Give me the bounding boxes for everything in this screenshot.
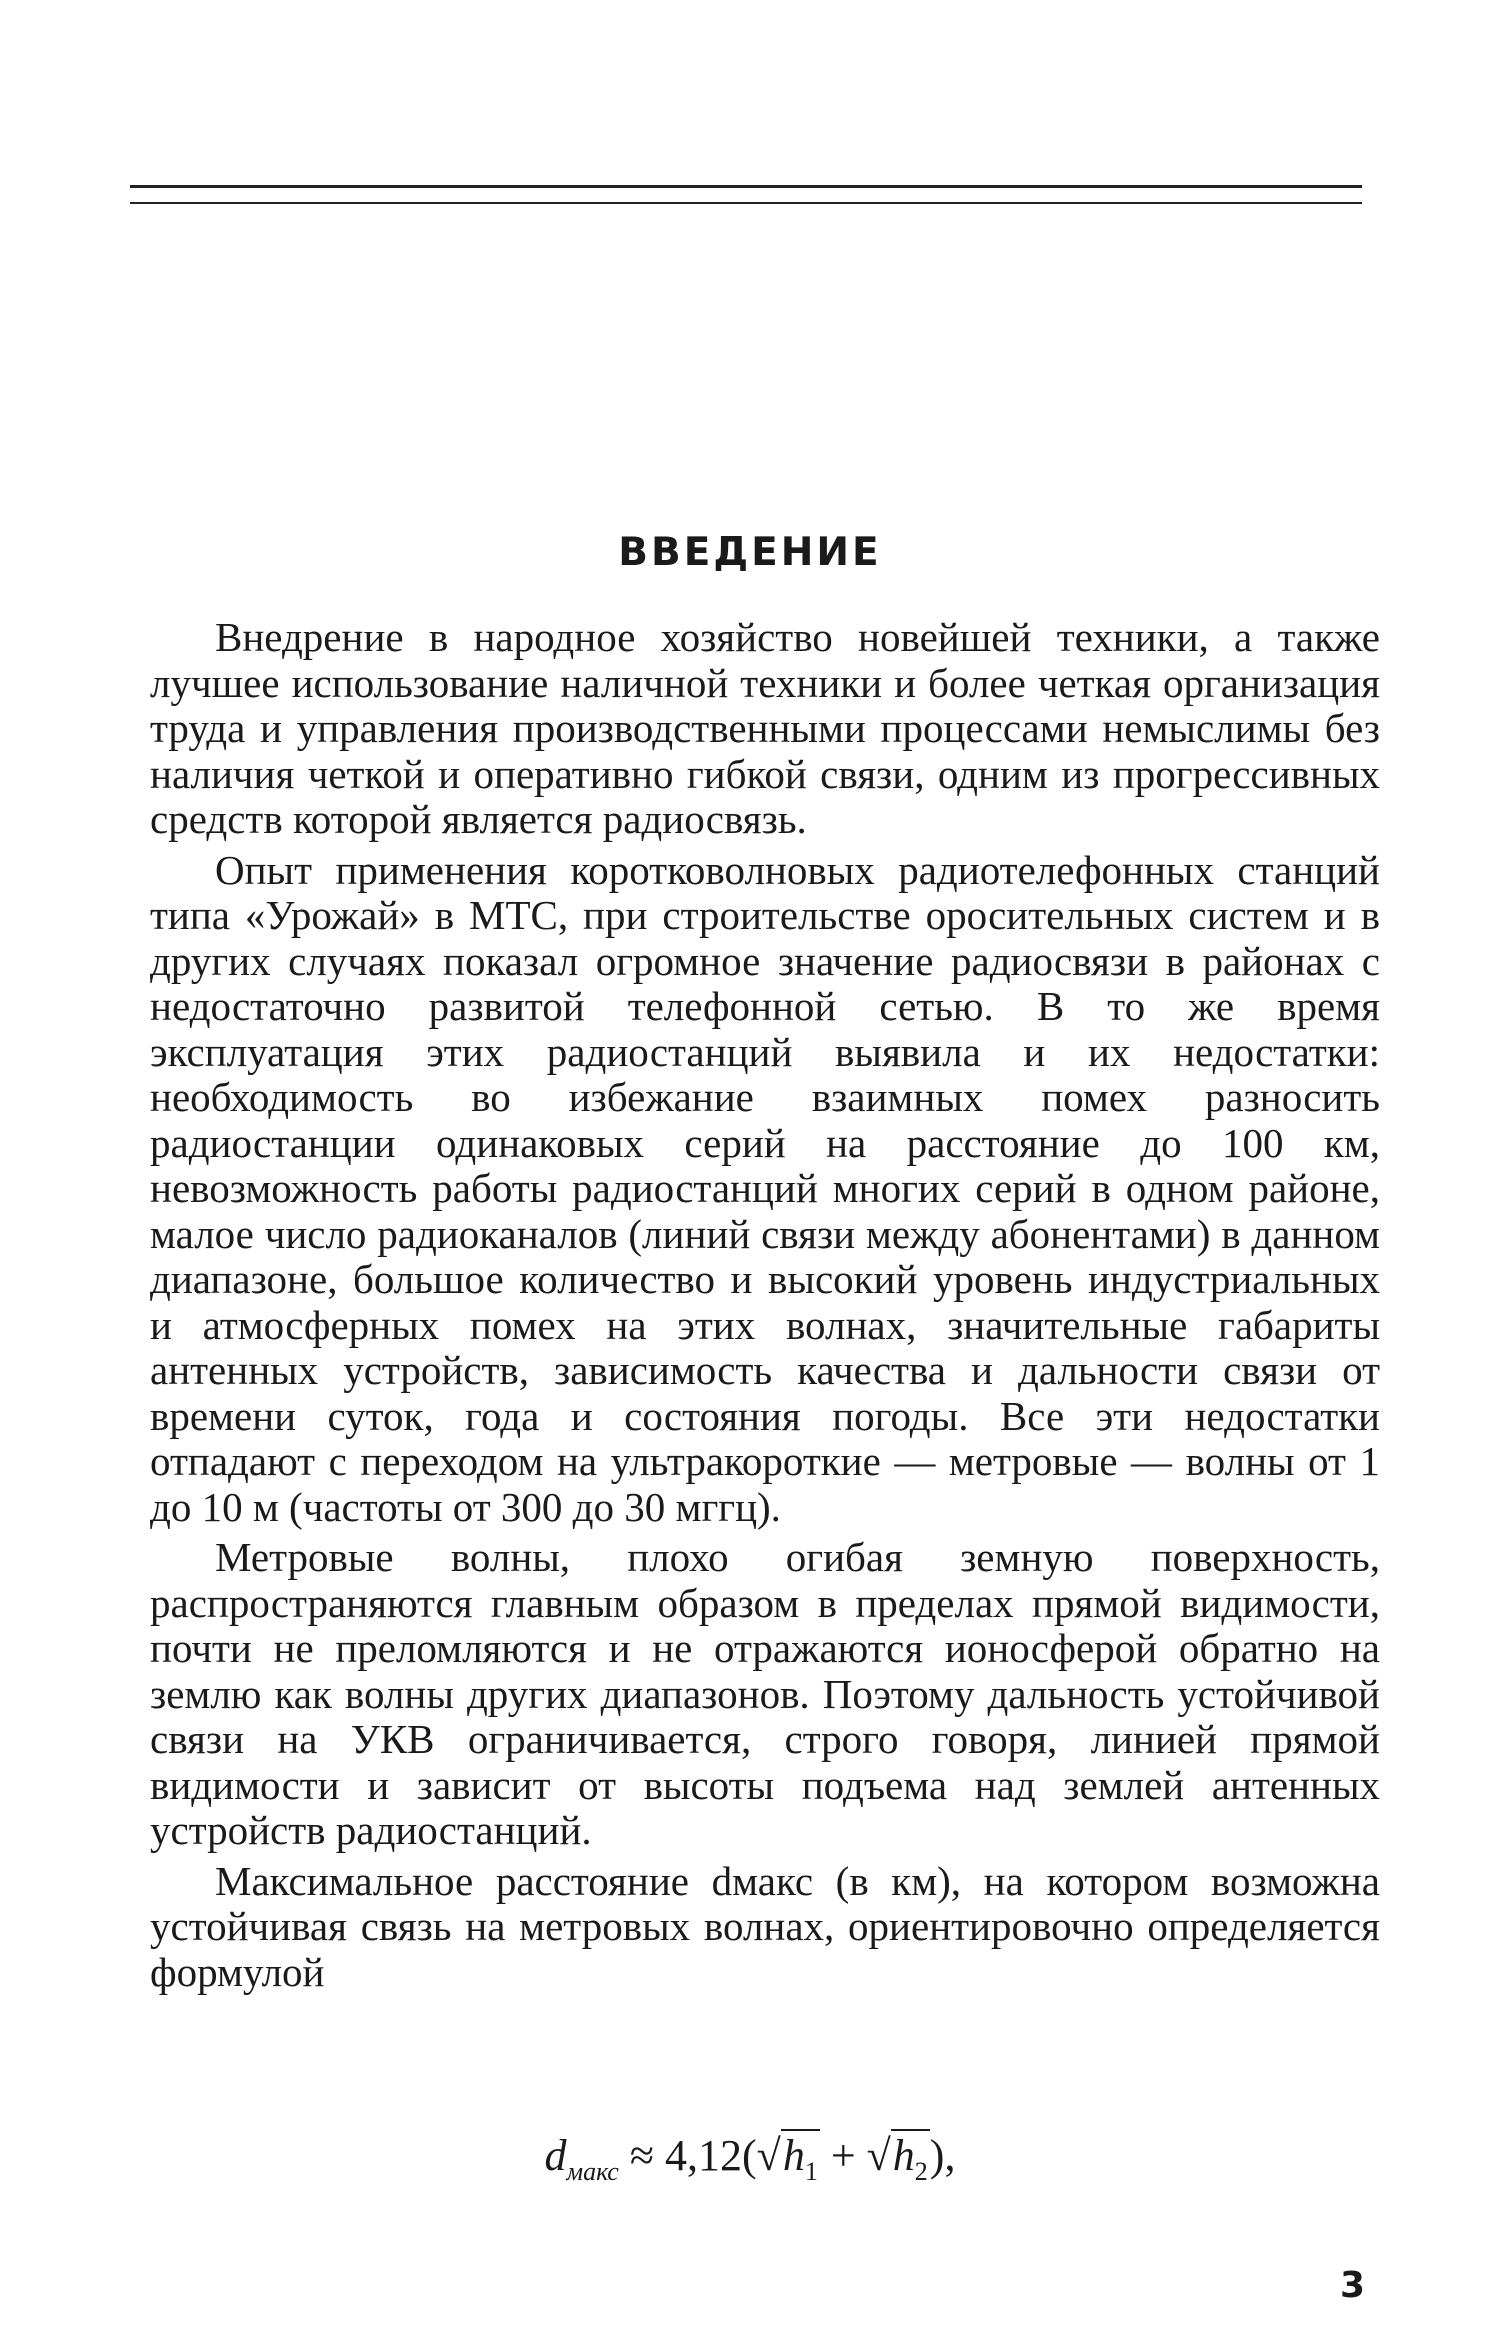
paragraph-4: Максимальное расстояние dмакс (в км), на котором возможна устойчивая связь на метровых волнах, ориентировочно определяется формулой [150, 1857, 1380, 1995]
formula-coefficient: 4,12 [665, 2131, 742, 2180]
sqrt-symbol-2: √ [866, 2131, 891, 2180]
header-rule-top [130, 185, 1362, 188]
formula-term1-sub: 1 [804, 2156, 818, 2186]
formula-lhs-var: d [544, 2131, 567, 2180]
formula-term2-var: h [892, 2131, 915, 2180]
formula-term1-var: h [782, 2131, 805, 2180]
paragraph-2: Опыт применения коротковолновых радиотелефонных станций типа «Урожай» в МТС, при строительстве оросительных систем и в других случаях показал огромное значение радиосвязи в районах с недостаточно развитой телефонной сетью. В то же время эксплуатация этих радиостанций выявила и их недостатки: необходимость во избежание взаимных помех разносить радиостанции одинаковых серий на расстояние до 100 км, невозможность работы радиостанций многих серий в одном районе, малое число радиоканалов (линий связи между абонентами) в данном диапазоне, большое количество и высокий уровень индустриальных и атмосферных помех на этих волнах, значительные габариты антенных устройств, зависимость качества и дальности связи от времени суток, года и состояния погоды. Все эти недостатки отпадают с переходом на ультракороткие — метровые — волны от 1 до 10 м (частоты от 300 до 30 мггц). [150, 846, 1380, 1530]
formula-term2-sub: 2 [914, 2156, 928, 2186]
paragraph-3: Метровые волны, плохо огибая земную поверхность, распространяются главным образом в пределах прямой видимости, почти не преломляются и не отражаются ионосферой обратно на землю как волны других диапазонов. Поэтому дальность устойчивой связи на УКВ ограничивается, строго говоря, линией прямой видимости и зависит от высоты подъема над землей антенных устройств радиостанций. [150, 1534, 1380, 1853]
main-text [150, 615, 1380, 1995]
page-title: ВВЕДЕНИЕ [618, 530, 882, 575]
paragraph-1: Внедрение в народное хозяйство новейшей техники, а также лучшее использование наличной техники и более четкая организация труда и управления производственными процессами немыслимы без наличия четкой и оперативно гибкой связи, одним из прогрессивных средств которой является радиосвязь. [150, 614, 1380, 842]
sqrt-symbol-1: √ [756, 2131, 781, 2180]
formula: $d_{макс} \approx 4,12(√h_1 + √h_2)$, [544, 2131, 956, 2186]
formula-plus: + [830, 2131, 856, 2180]
header-rule-bottom [130, 202, 1362, 204]
formula-tail: ), [929, 2131, 956, 2180]
formula-approx: ≈ [629, 2131, 654, 2180]
formula-lhs-sub: макс [566, 2156, 619, 2186]
page-number: 3 [1340, 2265, 1366, 2306]
